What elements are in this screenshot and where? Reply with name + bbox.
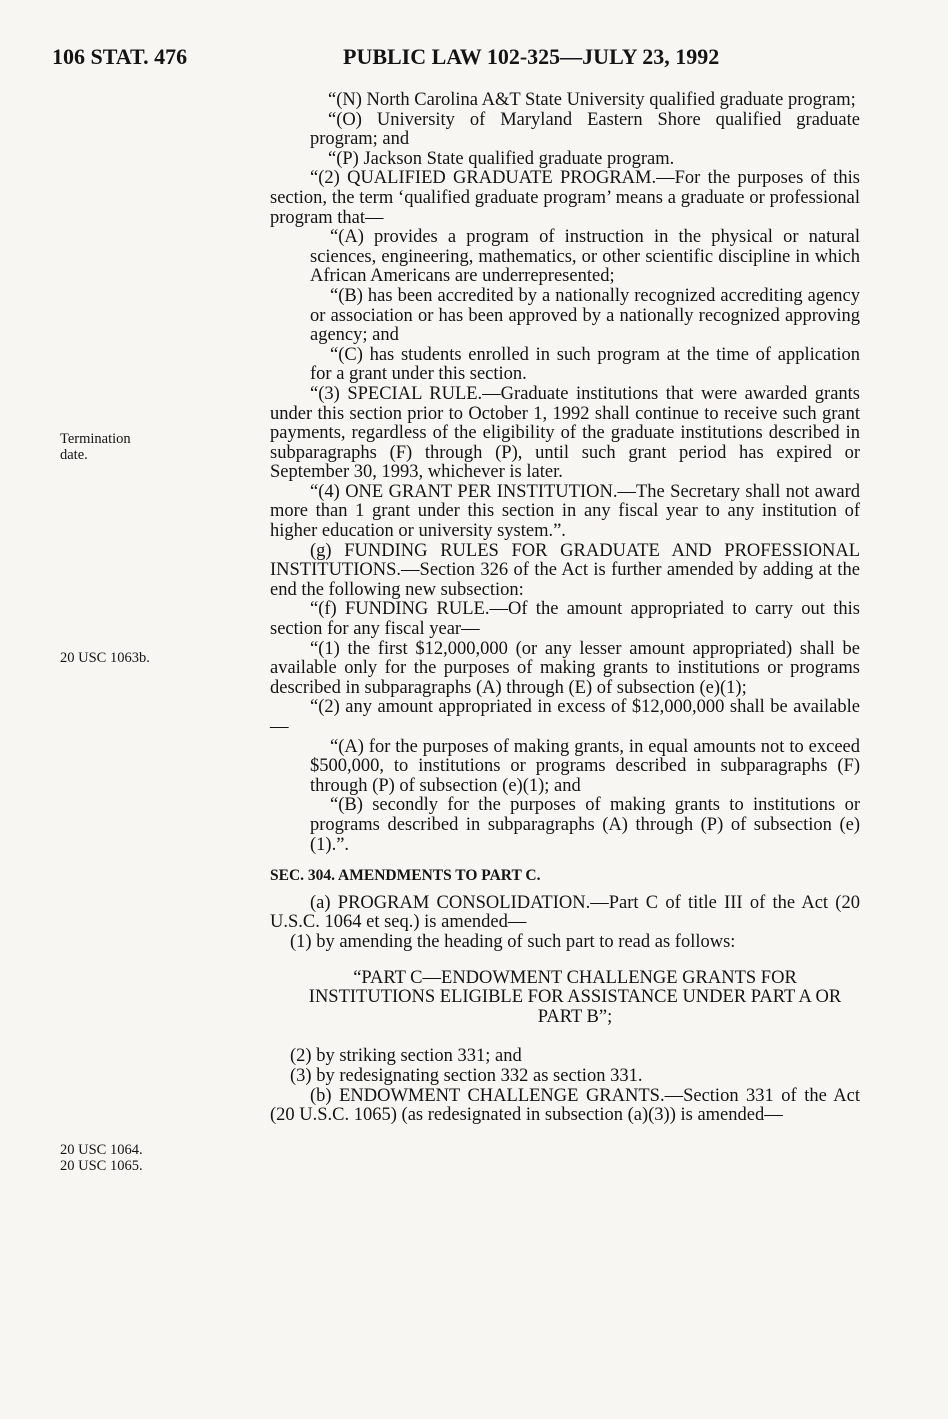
paragraph-g-funding-rules: (g) FUNDING RULES FOR GRADUATE AND PROFESSIONAL INSTITUTIONS.—Section 326 of the Act is further amended by adding at the end the following new subsection:	[270, 540, 860, 600]
document-body	[270, 91, 860, 1126]
public-law-title: PUBLIC LAW 102-325—JULY 23, 1992	[343, 44, 720, 69]
section-304-heading: SEC. 304. AMENDMENTS TO PART C.	[270, 867, 541, 885]
paragraph-one-grant: “(4) ONE GRANT PER INSTITUTION.—The Secretary shall not award more than 1 grant under this section in any fiscal year to any institution of higher education or university system.”.	[270, 481, 860, 542]
part-c-heading: “PART C—ENDOWMENT CHALLENGE GRANTS FOR INSTITUTIONS ELIGIBLE FOR ASSISTANCE UNDER PART A OR PART B”;	[308, 967, 842, 1027]
paragraph-qualified-graduate-program: “(2) QUALIFIED GRADUATE PROGRAM.—For the purposes of this section, the term ‘qualified graduate program’ means a graduate or professional program that—	[270, 168, 860, 228]
stat-page-number: 106 STAT. 476	[52, 44, 188, 69]
paragraph-f2b: “(B) secondly for the purposes of making grants to institutions or programs described in subparagraphs (A) through (P) of subsection (e)(1).”.	[310, 795, 860, 855]
page-header	[52, 44, 908, 74]
margin-note-termination: Termination date.	[60, 431, 131, 463]
paragraph-a-3: (3) by redesignating section 332 as section 331.	[290, 1065, 643, 1086]
paragraph-o: “(O) University of Maryland Eastern Shore qualified graduate program; and	[310, 109, 860, 150]
paragraph-b-endowment: (b) ENDOWMENT CHALLENGE GRANTS.—Section 331 of the Act (20 U.S.C. 1065) (as redesignated in subsection (a)(3)) is amended—	[270, 1085, 860, 1126]
paragraph-p: “(P) Jackson State qualified graduate program.	[328, 148, 675, 169]
margin-note-usc-1063b: 20 USC 1063b.	[60, 650, 150, 666]
paragraph-a-program-consolidation: (a) PROGRAM CONSOLIDATION.—Part C of title III of the Act (20 U.S.C. 1064 et seq.) is amended—	[270, 892, 860, 933]
paragraph-f1: “(1) the first $12,000,000 (or any lesser amount appropriated) shall be available only for the purposes of making grants to institutions or programs described in subparagraphs (A) through (E) of subsection (e)(1);	[270, 638, 860, 698]
paragraph-f2a: “(A) for the purposes of making grants, in equal amounts not to exceed $500,000, to institutions or programs described in subparagraphs (F) through (P) of subsection (e)(1); and	[310, 736, 860, 796]
paragraph-f-funding-rule: “(f) FUNDING RULE.—Of the amount appropriated to carry out this section for any fiscal year—	[270, 599, 860, 640]
paragraph-a: “(A) provides a program of instruction in the physical or natural sciences, engineering, mathematics, or other scientific discipline in which African Americans are underrepresented;	[310, 227, 860, 287]
paragraph-special-rule: “(3) SPECIAL RULE.—Graduate institutions that were awarded grants under this section prior to October 1, 1992 shall continue to receive such grant payments, regardless of the eligibility of the graduate institutions described in subparagraphs (F) through (P), until such grant period has expired or September 30, 1993, whichever is later.	[270, 383, 860, 483]
paragraph-a-1: (1) by amending the heading of such part to read as follows:	[290, 931, 736, 952]
paragraph-a-2: (2) by striking section 331; and	[290, 1046, 522, 1067]
paragraph-f2: “(2) any amount appropriated in excess of $12,000,000 shall be available—	[270, 697, 860, 737]
margin-note-usc-1064-1065: 20 USC 1064. 20 USC 1065.	[60, 1142, 143, 1174]
paragraph-b: “(B) has been accredited by a nationally recognized accrediting agency or association or has been approved by a nationally recognized approving agency; and	[310, 285, 860, 346]
paragraph-c: “(C) has students enrolled in such program at the time of application for a grant under this section.	[310, 344, 860, 385]
paragraph-n: “(N) North Carolina A&T State University qualified graduate program;	[328, 90, 856, 110]
